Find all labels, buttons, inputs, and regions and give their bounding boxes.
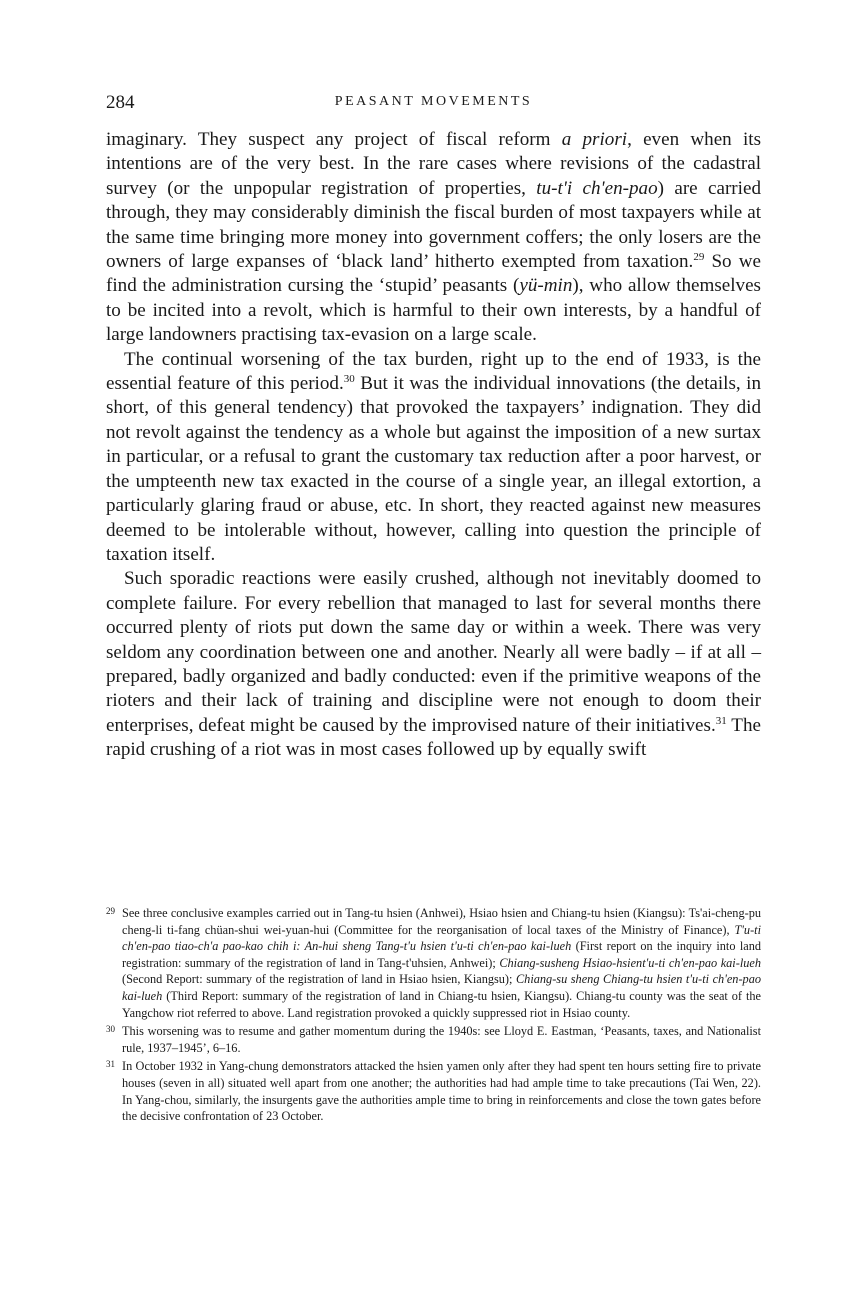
footnote-ref-31[interactable]: 31 bbox=[715, 714, 727, 727]
text-run: But it was the individual innovations (the details, in short, of this general tendency) that provoked the taxpayers’ indignation. They did not revolt against the tendency as a whole but against the imposition of a new surtax in particular, or a refusal to grant the customary tax reduction after a poor harvest, or the umpteenth new tax exacted in the course of a single year, an illegal extortion, a particularly glaring fraud or abuse, etc. In short, they reacted against new measures deemed to be intolerable without, however, calling into question the principle of taxation itself. bbox=[106, 373, 761, 565]
italic-term: a priori bbox=[561, 129, 628, 150]
footnotes bbox=[106, 903, 761, 1125]
text-run: imaginary. They suspect any project of fiscal reform bbox=[106, 129, 562, 150]
text-run: ), who allow themselves to be incited into a revolt, which is harmful to their own interests, by a handful of large landowners practising tax-evasion on a large scale. bbox=[106, 275, 761, 346]
footnote-number: 31 bbox=[106, 1059, 115, 1070]
paragraph-3 bbox=[106, 567, 761, 762]
footnote-30 bbox=[106, 1021, 761, 1056]
paragraph-2 bbox=[106, 348, 761, 568]
text-run: ) are carried through, they may considerably diminish the fiscal burden of most taxpayers while at the same time bringing more money into government coffers; the only losers are the owners of large expanses of ‘black land’ hitherto exempted from taxation. bbox=[106, 177, 761, 273]
footnote-ref-29[interactable]: 29 bbox=[693, 251, 705, 264]
running-head: PEASANT MOVEMENTS bbox=[334, 94, 533, 109]
page-header bbox=[106, 92, 761, 116]
footnote-29 bbox=[106, 903, 761, 1021]
text-run: (First report on the inquiry into land registration: summary of the registration of land in Tang-t'uhsien, Anhwei); bbox=[122, 939, 762, 970]
italic-title: Chiang-su sheng Chiang-tu hsien t'u-ti ch'en-pao kai-lueh bbox=[122, 972, 761, 1003]
italic-title: Chiang-susheng Hsiao-hsient'u-ti ch'en-pao kai-lueh bbox=[499, 955, 761, 970]
text-run: The continual worsening of the tax burden, right up to the end of 1933, is the essential feature of this period. bbox=[106, 348, 761, 395]
italic-term: yü-min bbox=[519, 275, 573, 297]
text-run: In October 1932 in Yang-chung demonstrators attacked the hsien yamen only after they had spent ten hours setting fire to private houses (seven in all) situated well apart from one another; the authorities had had ample time to take precautions (Tai Wen, 22). In Yang-chou, similarly, the insurgents gave the authorities ample time to bring in reinforcements and close the town gates before the decisive confrontation of 23 October. bbox=[122, 1059, 761, 1124]
text-run: , even when its intentions are of the very best. In the rare cases where revisions of the cadastral survey (or the unpopular registration of properties, bbox=[106, 129, 761, 199]
italic-term: tu-t'i ch'en-pao bbox=[536, 177, 658, 199]
footnote-ref-30[interactable]: 30 bbox=[343, 373, 355, 386]
italic-title: T'u-ti ch'en-pao tiao-ch'a pao-kao chih i: An-hui sheng Tang-t'u hsien t'u-ti ch'en-pao kai-lueh bbox=[122, 922, 761, 954]
footnote-number: 30 bbox=[106, 1024, 115, 1035]
text-run: So we find the administration cursing the ‘stupid’ peasants ( bbox=[106, 251, 761, 297]
page-number: 284 bbox=[106, 92, 135, 113]
text-run: Such sporadic reactions were easily crushed, although not inevitably doomed to complete failure. For every rebellion that managed to last for several months there occurred plenty of riots put down the same day or within a week. There was very seldom any coordination between one and another. Nearly all were badly – if at all – prepared, badly organized and badly conducted: even if the primitive weapons of the rioters and their lack of training and discipline were not enough to doom their enterprises, defeat might be caused by the improvised nature of their initiatives. bbox=[106, 568, 761, 736]
footnote-number: 29 bbox=[106, 906, 115, 916]
body-text bbox=[106, 128, 761, 763]
text-run: (Second Report: summary of the registration of land in Hsiao hsien, Kiangsu); bbox=[122, 972, 516, 987]
text-run: (Third Report: summary of the registration of land in Chiang-tu hsien, Kiangsu). Chiang-tu county was the seat of the Yangchow riot referred to above. Land registration provoked a quickly suppressed riot in Hsiao county. bbox=[122, 988, 761, 1020]
paragraph-1 bbox=[106, 128, 761, 348]
text-run: This worsening was to resume and gather momentum during the 1940s: see Lloyd E. Eastman, ‘Peasants, taxes, and Nationalist rule, 1937–1945’, 6–16. bbox=[122, 1024, 761, 1055]
text-run: The rapid crushing of a riot was in most cases followed up by equally swift bbox=[106, 714, 761, 761]
footnote-31 bbox=[106, 1056, 761, 1124]
text-run: See three conclusive examples carried out in Tang-tu hsien (Anhwei), Hsiao hsien and Chiang-tu hsien (Kiangsu): Ts'ai-cheng-pu cheng-li ti-fang chüan-shui wei-yuan-hui (Committee for the reorganisation of local taxes of the Ministry of Finance), bbox=[122, 906, 761, 937]
